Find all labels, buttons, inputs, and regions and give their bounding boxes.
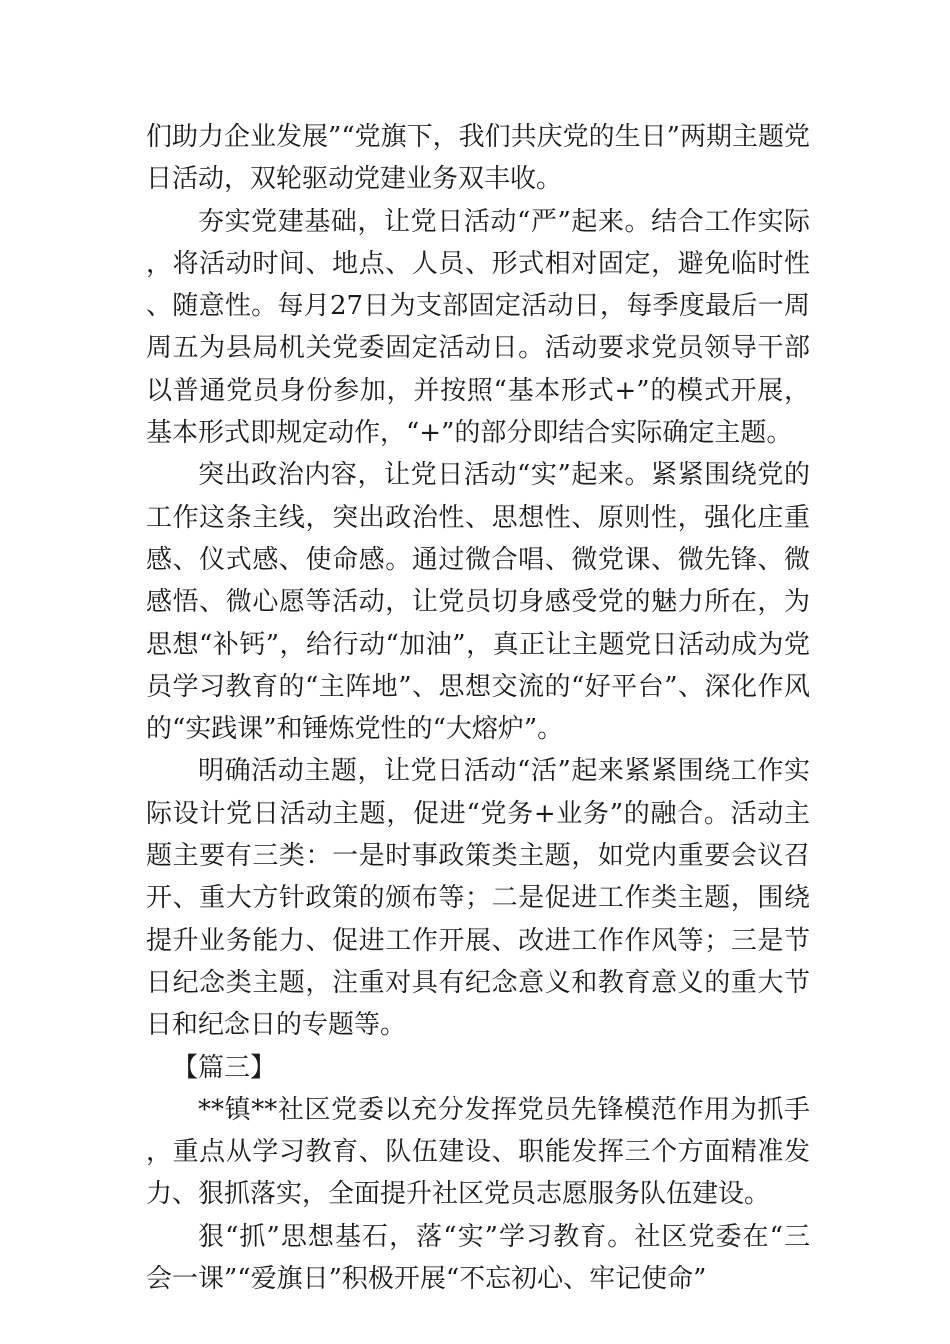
paragraph-continuation: 们助力企业发展”“党旗下，我们共庆党的生日”两期主题党日活动，双轮驱动党建业务双丰收。 xyxy=(146,122,810,195)
section-heading: 【篇三】 xyxy=(172,1052,277,1083)
document-page xyxy=(146,116,810,1300)
paragraph-study-education: 狠“抓”思想基石，落“实”学习教育。社区党委在“三会一课”“爱旗日”积极开展“不忘初心、牢记使命” xyxy=(146,1221,810,1295)
paragraph-community-intro: **镇**社区党委以充分发挥党员先锋模范作用为抓手，重点从学习教育、队伍建设、职能发挥三个方面精准发力、狠抓落实，全面提升社区党员志愿服务队伍建设。 xyxy=(146,1094,810,1210)
paragraph-foundation: 夯实党建基础，让党日活动“严”起来。结合工作实际，将活动时间、地点、人员、形式相对固定，避免临时性、随意性。每月27日为支部固定活动日，每季度最后一周周五为县局机关党委固定活动日。活动要求党员领导干部以普通党员身份参加，并按照“基本形式+”的模式开展，基本形式即规定动作，“+”的部分即结合实际确定主题。 xyxy=(146,206,810,449)
paragraph-political-content: 突出政治内容，让党日活动“实”起来。紧紧围绕党的工作这条主线，突出政治性、思想性、原则性，强化庄重感、仪式感、使命感。通过微合唱、微党课、微先锋、微感悟、微心愿等活动，让党员切身感受党的魅力所在，为思想“补钙”，给行动“加油”，真正让主题党日活动成为党员学习教育的“主阵地”、思想交流的“好平台”、深化作风的“实践课”和锤炼党性的“大熔炉”。 xyxy=(146,460,810,745)
paragraph-activity-theme: 明确活动主题，让党日活动“活”起来紧紧围绕工作实际设计党日活动主题，促进“党务+业务”的融合。活动主题主要有三类：一是时事政策类主题，如党内重要会议召开、重大方针政策的颁布等；二是促进工作类主题，围绕提升业务能力、促进工作开展、改进工作作风等；三是节日纪念类主题，注重对具有纪念意义和教育意义的重大节日和纪念日的专题等。 xyxy=(146,756,810,1041)
